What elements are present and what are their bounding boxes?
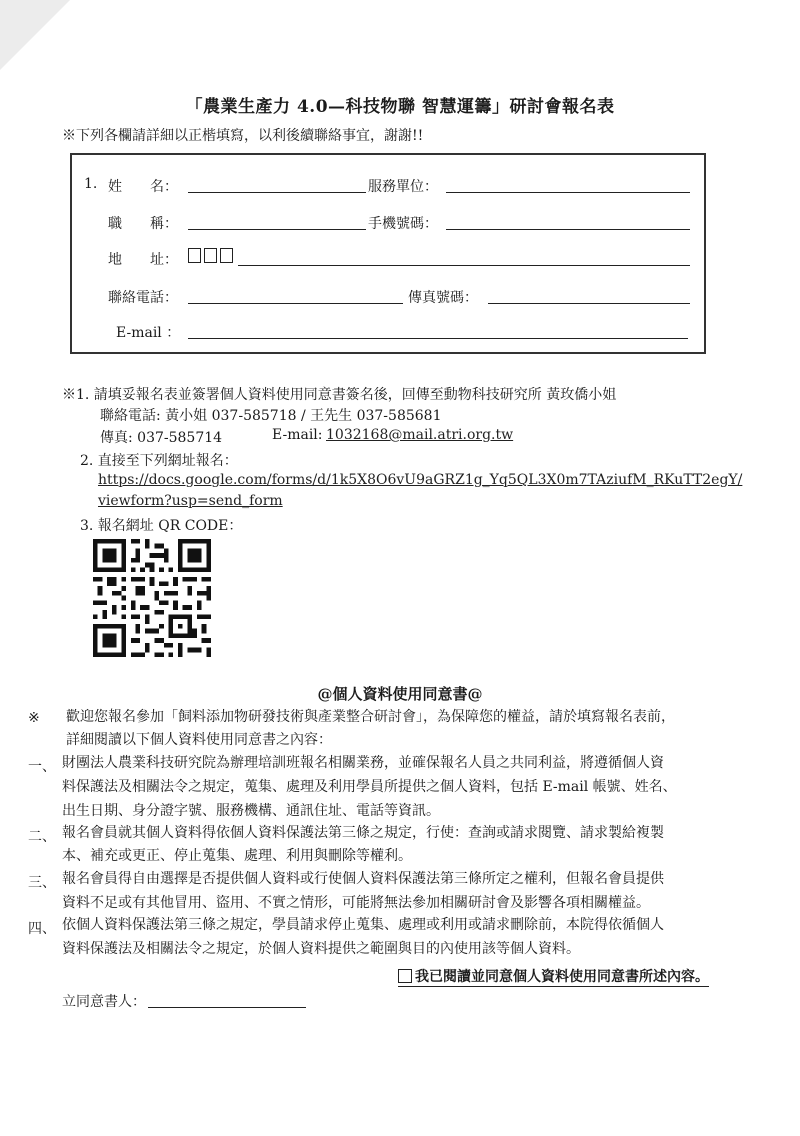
consent-item-3-line-2: 資料不足或有其他冒用、盜用、不實之情形，可能將無法參加相關研討會及影響各項相關權益。 xyxy=(62,895,650,911)
consent-item-4-line-2: 資料保護法及相關法令之規定，於個人資料提供之範圍與目的內使用該等個人資料。 xyxy=(62,941,580,957)
address-label: 地 址： xyxy=(108,252,178,268)
consent-item-2-line-2: 本、補充或更正、停止蒐集、處理、利用與刪除等權利。 xyxy=(62,848,412,864)
consent-item-3-line-1: 報名會員得自由選擇是否提供個人資料或行使個人資料保護法第三條所定之權利，但報名會員提供 xyxy=(62,871,664,887)
consent-intro-line-2: 詳細閱讀以下個人資料使用同意書之內容： xyxy=(66,732,332,748)
note-1-email-label: E-mail: xyxy=(272,427,323,443)
consent-item-1-line-1: 財團法人農業科技研究院為辦理培訓班報名相關業務，並確保報名人員之共同利益，將遵循個人資 xyxy=(62,755,664,771)
form-url-line-2[interactable]: viewform?usp=send_form xyxy=(98,493,283,509)
name-label: 姓 名： xyxy=(108,179,178,195)
email-field[interactable] xyxy=(188,338,688,339)
postcode-box-3[interactable] xyxy=(220,248,233,263)
name-field[interactable] xyxy=(188,192,366,193)
agree-checkbox[interactable] xyxy=(398,969,412,983)
consent-item-2-no: 二、 xyxy=(28,829,56,845)
agree-label: 我已閱讀並同意個人資料使用同意書所述內容。 xyxy=(415,969,709,985)
consent-item-1-no: 一、 xyxy=(28,759,56,775)
job-title-field[interactable] xyxy=(188,229,366,230)
mobile-label: 手機號碼： xyxy=(368,216,438,232)
signer-label: 立同意書人： xyxy=(62,994,146,1010)
email-label: E-mail ： xyxy=(116,325,181,341)
note-2-text: 2. 直接至下列網址報名： xyxy=(80,453,238,469)
consent-item-4-no: 四、 xyxy=(28,921,56,937)
org-label: 服務單位： xyxy=(368,179,438,195)
consent-title: @個人資料使用同意書@ xyxy=(317,685,483,703)
signer-field[interactable] xyxy=(148,1007,306,1008)
note-1-email-link[interactable]: 1032168@mail.atri.org.tw xyxy=(326,427,514,443)
consent-item-1-line-2: 料保護法及相關法令之規定，蒐集、處理及利用學員所提供之個人資料，包括 E-mail 帳號、姓名、 xyxy=(62,779,677,795)
page-fold-corner xyxy=(0,0,70,70)
form-title: 「農業生產力 4.0—科技物聯 智慧運籌」研討會報名表 xyxy=(185,97,615,117)
phone-field[interactable] xyxy=(188,303,403,304)
consent-item-1-line-3: 出生日期、身分證字號、服務機構、通訊住址、電話等資訊。 xyxy=(62,803,440,819)
consent-intro-line-1: 歡迎您報名參加「飼料添加物研發技術與產業整合研討會」，為保障您的權益，請於填寫報名表前， xyxy=(66,709,675,725)
fill-notice: ※下列各欄請詳細以正楷填寫，以利後續聯絡事宜，謝謝!! xyxy=(62,128,424,144)
fax-label: 傳真號碼： xyxy=(408,290,478,306)
fax-field[interactable] xyxy=(488,303,690,304)
note-1-fax: 傳真: 037-585714 xyxy=(100,430,223,446)
note-3-text: 3. 報名網址 QR CODE： xyxy=(80,518,243,534)
postcode-box-1[interactable] xyxy=(188,248,201,263)
note-1-contacts: 聯絡電話: 黃小姐 037-585718 / 王先生 037-585681 xyxy=(100,408,442,424)
job-title-label: 職 稱： xyxy=(108,216,178,232)
consent-item-3-no: 三、 xyxy=(28,875,56,891)
consent-item-2-line-1: 報名會員就其個人資料得依個人資料保護法第三條之規定，行使：查詢或請求閱覽、請求製給複製 xyxy=(62,825,664,841)
org-field[interactable] xyxy=(446,192,690,193)
address-field[interactable] xyxy=(238,265,690,266)
phone-label: 聯絡電話： xyxy=(108,290,178,306)
agree-statement[interactable] xyxy=(398,966,709,987)
consent-item-4-line-1: 依個人資料保護法第三條之規定，學員請求停止蒐集、處理或利用或請求刪除前，本院得依循個人 xyxy=(62,917,664,933)
form-url-line-1[interactable]: https://docs.google.com/forms/d/1k5X8O6vU9aGRZ1g_Yq5QL3X0m7TAziufM_RKuTT2egY/ xyxy=(98,472,743,488)
note-1-line-1: ※1. 請填妥報名表並簽署個人資料使用同意書簽名後，回傳至動物科技研究所 黃玫僑小姐 xyxy=(62,387,617,403)
mobile-field[interactable] xyxy=(446,229,690,230)
row-number: 1. xyxy=(84,176,98,192)
postcode-box-2[interactable] xyxy=(204,248,217,263)
qr-code[interactable] xyxy=(93,539,211,657)
consent-intro-mark: ※ xyxy=(28,710,40,726)
